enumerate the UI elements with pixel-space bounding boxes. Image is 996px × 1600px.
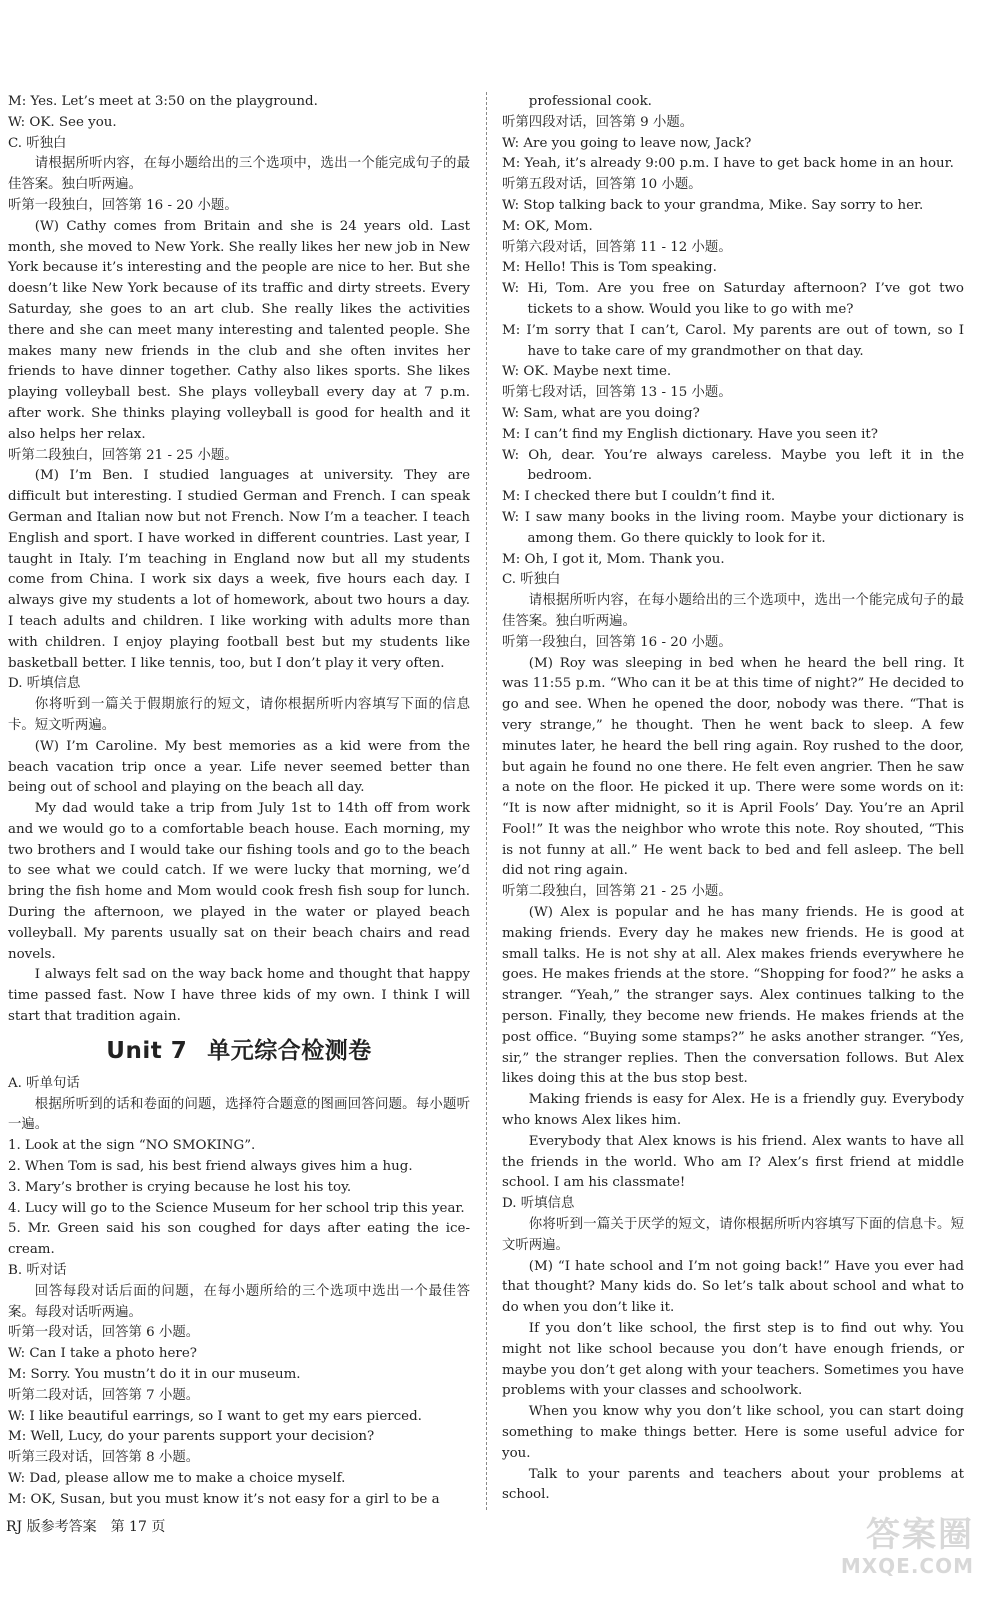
text-paragraph: (M) “I hate school and I’m not going back!” Have you ever had that thought? Many kids do. So let’s talk about school and what to do when you don’t like it. [502, 1258, 964, 1316]
text-paragraph: W: Hi, Tom. Are you free on Saturday afternoon? I’ve got two tickets to a show. Would you like to go with me? [502, 281, 964, 317]
text-paragraph: 1. Look at the sign “NO SMOKING”. [8, 1138, 256, 1154]
text-paragraph: A. 听单句话 [8, 1075, 80, 1091]
text-paragraph: 你将听到一篇关于厌学的短文，请你根据所听内容填写下面的信息卡。短文听两遍。 [502, 1217, 964, 1253]
text-paragraph: M: OK, Mom. [502, 218, 593, 234]
unit-title [8, 1037, 470, 1065]
text-paragraph: 请根据所听内容，在每小题给出的三个选项中，选出一个能完成句子的最佳答案。独白听两遍。 [8, 156, 470, 193]
left-column [8, 92, 470, 1511]
text-paragraph: 2. When Tom is sad, his best friend always gives him a hug. [8, 1159, 413, 1175]
text-paragraph: 听第一段独白，回答第 16 - 20 小题。 [502, 634, 732, 650]
text-paragraph: B. 听对话 [8, 1263, 67, 1279]
text-paragraph: (W) Alex is popular and he has many friends. He is good at making friends. Every day he makes new friends. He is good at small talks. He is not shy at all. Alex makes friends everywhere he goes. He makes friends at the store. “Shopping for food?” he asks a stranger. “Yeah,” the stranger says. Alex continues talking to the person. Finally, they become new friends. He makes friends at the post office. “Buying some stamps?” he asks another stranger. “Yes, sir,” the stranger replies. Then the conversation follows. But Alex likes doing this at the bus stop best. [502, 905, 964, 1087]
text-paragraph: 听第六段对话，回答第 11 - 12 小题。 [502, 239, 732, 255]
text-paragraph: When you know why you don’t like school, you can start doing something to make things better. Here is some useful advice for you. [502, 1404, 964, 1461]
text-paragraph: W: OK. See you. [8, 114, 117, 130]
text-paragraph: 听第一段对话，回答第 6 小题。 [8, 1325, 200, 1341]
text-paragraph: W: OK. Maybe next time. [502, 364, 672, 380]
text-paragraph: M: Well, Lucy, do your parents support your decision? [8, 1429, 375, 1445]
text-paragraph: W: I like beautiful earrings, so I want to get my ears pierced. [8, 1408, 422, 1424]
text-paragraph: D. 听填信息 [502, 1196, 575, 1212]
text-paragraph: I always felt sad on the way back home and thought that happy time passed fast. Now I have three kids of my own. I think I will start that tradition again. [8, 967, 470, 1025]
text-paragraph: W: Stop talking back to your grandma, Mike. Say sorry to her. [502, 197, 924, 213]
text-paragraph: (W) Cathy comes from Britain and she is 24 years old. Last month, she moved to New York. She really likes her new job in New York because it’s interesting and the people are nice to her. But she doesn’t like New York because of its traffic and dirty streets. Every Saturday, she goes to an art club. She really likes the activities there and she can meet many interesting and talented people. She makes many new friends in the club and she often invites her friends to have dinner together. Cathy also likes sports. She likes playing volleyball best. She plays volleyball every day at 7 p.m. after work. She thinks playing volleyball is good for health and it also helps her relax. [8, 218, 470, 442]
text-paragraph: (W) I’m Caroline. My best memories as a kid were from the beach vacation trip once a year. Life never seemed better than being out of school and playing on the beach all day. [8, 738, 470, 796]
unit-number: Unit 7 [106, 1037, 188, 1064]
text-paragraph: C. 听独白 [8, 135, 67, 151]
text-paragraph: M: OK, Susan, but you must know it’s not easy for a girl to be a [8, 1491, 440, 1507]
text-paragraph: My dad would take a trip from July 1st to 14th off from work and we would go to a comfortable beach house. Each morning, my two brothers and I would take our fishing tools and go to the beach to see what we could catch. If we were lucky that morning, we’d bring the fish home and Mom would cook fresh fish soup for lunch. During the afternoon, we played in the water or played beach volleyball. My parents usually sat on their beach chairs and read novels. [8, 801, 470, 962]
text-paragraph: 5. Mr. Green said his son coughed for days after eating the ice-cream. [8, 1221, 470, 1258]
text-paragraph: W: Are you going to leave now, Jack? [502, 135, 752, 151]
text-paragraph: W: Dad, please allow me to make a choice myself. [8, 1471, 346, 1486]
unit-name: 单元综合检测卷 [207, 1037, 372, 1064]
text-paragraph: Making friends is easy for Alex. He is a friendly guy. Everybody who knows Alex likes him. [502, 1092, 964, 1129]
text-paragraph: 听第七段对话，回答第 13 - 15 小题。 [502, 385, 732, 401]
site-watermark-logo [814, 1516, 974, 1578]
text-paragraph: M: Yeah, it’s already 9:00 p.m. I have to get back home in an hour. [502, 156, 954, 172]
text-paragraph: 听第二段独白，回答第 21 - 25 小题。 [502, 884, 732, 900]
text-paragraph: Talk to your parents and teachers about your problems at school. [502, 1466, 964, 1503]
text-paragraph: 听第二段独白，回答第 21 - 25 小题。 [8, 447, 238, 463]
text-paragraph: 听第四段对话，回答第 9 小题。 [502, 114, 694, 130]
text-paragraph: 听第三段对话，回答第 8 小题。 [8, 1450, 200, 1466]
page-footer: RJ 版参考答案 第 17 页 [6, 1519, 166, 1535]
text-paragraph: M: Sorry. You mustn’t do it in our museum. [8, 1367, 301, 1383]
right-column [502, 92, 964, 1506]
text-paragraph: W: Can I take a photo here? [8, 1346, 197, 1362]
watermark-logo-text: 答案圈 [866, 1515, 974, 1555]
column-divider [486, 92, 487, 1510]
text-paragraph: M: Hello! This is Tom speaking. [502, 260, 717, 276]
text-paragraph: 根据所听到的话和卷面的问题，选择符合题意的图画回答问题。每小题听一遍。 [8, 1096, 470, 1133]
text-paragraph: M: I checked there but I couldn’t find it. [502, 489, 776, 505]
text-paragraph: 3. Mary’s brother is crying because he lost his toy. [8, 1179, 352, 1195]
text-paragraph: 4. Lucy will go to the Science Museum for her school trip this year. [8, 1200, 465, 1216]
text-paragraph: W: I saw many books in the living room. Maybe your dictionary is among them. Go there quickly to look for it. [502, 509, 964, 546]
text-paragraph: 请根据所听内容，在每小题给出的三个选项中，选出一个能完成句子的最佳答案。独白听两遍。 [502, 593, 964, 629]
text-paragraph: C. 听独白 [502, 572, 561, 588]
text-paragraph: Everybody that Alex knows is his friend. Alex wants to have all the friends in the world. Who am I? Alex’s first friend at middle school. I am his classmate! [502, 1133, 964, 1191]
text-paragraph: M: I’m sorry that I can’t, Carol. My parents are out of town, so I have to take care of my grandmother on that day. [502, 322, 964, 359]
text-paragraph: 听第二段对话，回答第 7 小题。 [8, 1387, 200, 1403]
text-paragraph: M: Yes. Let’s meet at 3:50 on the playground. [8, 94, 318, 109]
text-paragraph: 听第一段独白，回答第 16 - 20 小题。 [8, 197, 238, 213]
text-paragraph: (M) I’m Ben. I studied languages at university. They are difficult but interesting. I studied German and French. I can speak German and Italian now but not French. Now I’m a teacher. I teach English and sport. I have worked in different countries. Last year, I taught in Italy. I’m teaching in England now but all my students come from China. I work six days a week, five hours each day. I always give my students a lot of homework, about two hours a day. I teach adults and children. I like working with adults more than with children. I enjoy playing football best but my students like basketball better. I like tennis, too, but I don’t play it very often. [8, 468, 470, 671]
text-paragraph: If you don’t like school, the first step is to find out why. You might not like school because you don’t have enough friends, or maybe you don’t get along with your teachers. Sometimes you have problems with your classes and schoolwork. [502, 1321, 964, 1399]
text-paragraph: 听第五段对话，回答第 10 小题。 [502, 177, 702, 193]
text-paragraph: M: I can’t find my English dictionary. Have you seen it? [502, 426, 878, 442]
text-paragraph: W: Oh, dear. You’re always careless. Maybe you left it in the bedroom. [502, 447, 964, 484]
text-paragraph: 你将听到一篇关于假期旅行的短文，请你根据所听内容填写下面的信息卡。短文听两遍。 [8, 697, 470, 733]
text-paragraph: 回答每段对话后面的问题，在每小题所给的三个选项中选出一个最佳答案。每段对话听两遍。 [8, 1283, 470, 1320]
text-paragraph: M: Oh, I got it, Mom. Thank you. [502, 551, 725, 567]
text-paragraph: professional cook. [528, 94, 652, 109]
watermark-url: MXQE.COM [840, 1554, 974, 1578]
text-paragraph: (M) Roy was sleeping in bed when he heard the bell ring. It was 11:55 p.m. “Who can it be at this time of night?” He decided to go and see. When he opened the door, nobody was there. “That is very strange,” he thought. Then he went back to sleep. A few minutes later, he heard the bell ring again. Roy rushed to the door, but again he found no one there. He felt even angrier. Then he saw a note on the floor. He picked it up. There were some words on it: “It is now after midnight, so it is April Fools’ Day. You’re an April Fool!” It was the neighbor who wrote this note. Roy shouted, “This is not funny at all.” He went back to bed and fell asleep. The bell did not ring again. [502, 655, 964, 879]
text-paragraph: W: Sam, what are you doing? [502, 405, 700, 421]
text-paragraph: D. 听填信息 [8, 676, 81, 692]
